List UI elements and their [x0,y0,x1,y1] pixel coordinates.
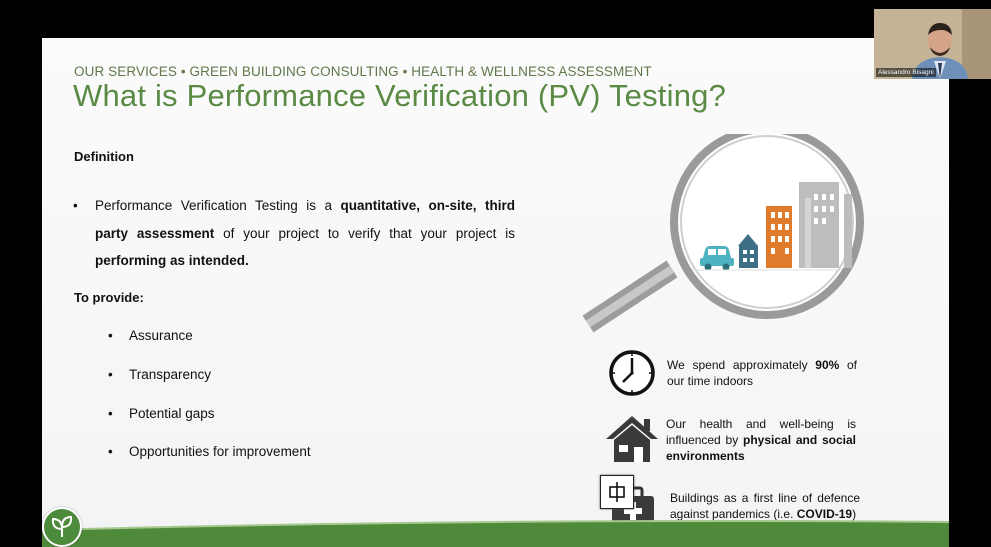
fact-text-bold: COVID-19 [796,507,853,521]
definition-bold: quantitative, on-site, third party assessment [95,198,515,241]
fact-text-bold: physical and social environments [666,433,856,463]
list-item-label: Opportunities for improvement [129,444,311,459]
breadcrumb: OUR SERVICES • GREEN BUILDING CONSULTING • HEALTH & WELLNESS ASSESSMENT [74,64,652,79]
definition-text: Performance Verification Testing is a [95,198,341,213]
definition-text: of your project to verify that your project is [214,225,515,241]
list-item [108,406,215,421]
bullet-marker: • [108,406,113,421]
fact-text-part: Our health and well-being is influenced by [666,417,856,447]
fact-text [666,416,856,464]
fact-text-part: Buildings as a first line of defence against pandemics (i.e. [670,491,860,521]
clock-icon [608,349,656,397]
presentation-slide [42,38,949,547]
leaf-icon [44,509,80,545]
list-item [108,444,311,459]
brand-logo [42,507,82,547]
fact-text-part: of our time indoors [667,358,857,388]
magnifying-glass-city-illustration [582,134,882,344]
list-item [108,367,212,382]
fact-text [667,357,857,389]
list-item [108,328,193,343]
list-item-label: Assurance [129,328,193,343]
list-item-label: Potential gaps [129,406,215,421]
webcam-thumbnail[interactable] [874,9,991,79]
participant-name: Alessandro Bisagni [878,69,934,76]
footer-band [42,508,949,547]
building-icon [766,206,792,268]
house-icon [604,413,660,465]
definition-heading: Definition [74,149,134,164]
definition-paragraph [73,192,515,275]
to-provide-heading: To provide: [74,290,144,305]
fact-text-part: ) [852,507,857,521]
fact-text-bold: 90% [815,358,840,372]
definition-bold: performing as intended. [95,253,249,268]
fact-text-part: We spend approximately [667,358,816,372]
bullet-marker: • [108,444,113,459]
move-icon [601,476,633,508]
floating-video-widget[interactable] [600,475,634,509]
building-icon [805,198,811,268]
page-title: What is Performance Verification (PV) Testing? [73,78,727,113]
bullet-marker: • [73,198,78,213]
bullet-marker: • [108,367,113,382]
list-item-label: Transparency [129,367,212,382]
bullet-marker: • [108,328,113,343]
